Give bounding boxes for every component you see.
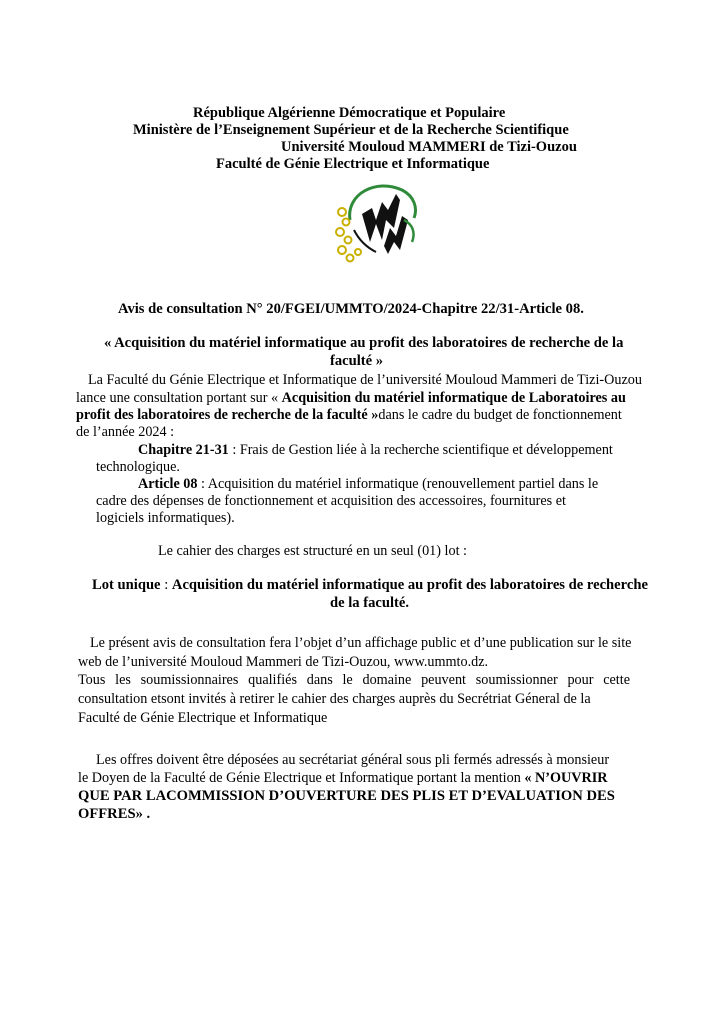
header-ministry: Ministère de l’Enseignement Supérieur et de la Recherche Scientifique (133, 122, 569, 138)
intro-line3-bold: profit des laboratoires de recherche de la faculté » (76, 407, 379, 423)
cahier-line: Le cahier des charges est structuré en un seul (01) lot : (158, 543, 467, 559)
chapter-text-line1: : Frais de Gestion liée à la recherche scientifique et développement (228, 442, 613, 458)
offers-line4: OFFRES» . (78, 806, 151, 822)
intro-line3-normal: dans le cadre du budget de fonctionnement (378, 407, 622, 423)
lot-text-line2: de la faculté. (330, 595, 410, 611)
chapter-line1 (138, 441, 613, 459)
article-line1 (138, 475, 598, 493)
publication-line5: Faculté de Génie Electrique et Informatique (78, 710, 328, 726)
notice-reference: Avis de consultation N° 20/FGEI/UMMTO/2024-Chapitre 22/31-Article 08. (118, 301, 584, 317)
publication-line1: Le présent avis de consultation fera l’objet d’un affichage public et d’une publication sur le site (90, 635, 632, 651)
offers-line2-bold: « N’OUVRIR (524, 770, 608, 786)
notice-subject-line2: faculté » (330, 353, 384, 369)
intro-line2-normal: lance une consultation portant sur « (76, 390, 282, 406)
lot-text-line1: Acquisition du matériel informatique au profit des laboratoires de recherche (171, 577, 648, 593)
intro-line4: de l’année 2024 : (76, 424, 175, 440)
notice-subject-line1: « Acquisition du matériel informatique au profit des laboratoires de recherche de la (104, 335, 624, 351)
publication-line4: consultation etsont invités à retirer le cahier des charges auprès du Secrétriat Géneral de la (78, 691, 591, 707)
lot-label: Lot unique (92, 577, 161, 593)
chapter-line2: technologique. (96, 459, 180, 475)
article-label: Article 08 (138, 476, 198, 492)
intro-line2 (76, 389, 626, 407)
article-line2: cadre des dépenses de fonctionnement et acquisition des accessoires, fournitures et (96, 493, 566, 509)
offers-line2 (78, 769, 608, 787)
university-logo-icon (328, 180, 420, 270)
lot-line1 (92, 576, 648, 594)
lot-sep: : (160, 577, 172, 593)
publication-line3: Tous les soumissionnaires qualifiés dans le domaine peuvent soumissionner pour cette (78, 672, 630, 688)
header-university: Université Mouloud MAMMERI de Tizi-Ouzou (281, 139, 577, 155)
publication-line2: web de l’université Mouloud Mammeri de Tizi-Ouzou, www.ummto.dz. (78, 654, 489, 670)
header-republic: République Algérienne Démocratique et Populaire (193, 105, 506, 121)
intro-line3 (76, 406, 622, 424)
intro-line2-bold: Acquisition du matériel informatique de Laboratoires au (281, 390, 626, 406)
article-text-line1: : Acquisition du matériel informatique (renouvellement partiel dans le (197, 476, 599, 492)
offers-line3: QUE PAR LACOMMISSION D’OUVERTURE DES PLIS ET D’EVALUATION DES (78, 788, 615, 804)
intro-line1: La Faculté du Génie Electrique et Informatique de l’université Mouloud Mammeri de Tizi-Ouzou (88, 372, 642, 388)
offers-line2-normal: le Doyen de la Faculté de Génie Electrique et Informatique portant la mention (78, 770, 525, 786)
header-faculty: Faculté de Génie Electrique et Informatique (216, 156, 490, 172)
chapter-label: Chapitre 21-31 (138, 442, 229, 458)
offers-line1: Les offres doivent être déposées au secrétariat général sous pli fermés adressés à monsieur (96, 752, 610, 768)
article-line3: logiciels informatiques). (96, 510, 235, 526)
